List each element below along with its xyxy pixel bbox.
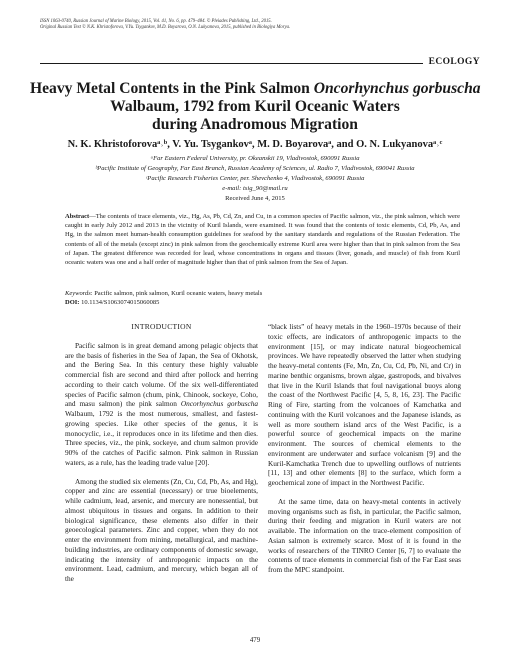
keywords-text: : Pacific salmon, pink salmon, Kuril oceanic waters, heavy metals: [90, 290, 263, 297]
abstract: [65, 212, 460, 267]
affiliation-a: ᵃFar Eastern Federal University, pr. Okeanskii 19, Vladivostok, 690091 Russia: [150, 155, 360, 162]
paragraph: Among the studied six elements (Zn, Cu, Cd, Pb, As, and Hg), copper and zinc are essential (necessary) or true bioelements, while cadmium, lead, arsenic, and mercury are nonessential, but almost ubiquitous in tissues and organs. In addition to their biological significance, these elements also differ in their geoecological parameters. Zinc and copper, when they do not enter the environment from mining, metallurgical, and machine-building industries, are ordinary components of domestic sewage, indicating the intensity of anthropogenic impacts on the environment. Lead, cadmium, and mercury, which began all of the: [65, 476, 258, 583]
doi: [65, 298, 460, 308]
paragraph: At the same time, data on heavy-metal contents in actively moving organisms such as fish, in particular, the Pacific salmon, during their feeding and migration in Kuril waters are not available. The information on the trace-element composition of Asian salmon is extremely scarce. Most of it is found in the works of researchers of the TINRO Center [6, 7] to evaluate the contents of trace elements in commercial fish of the Far East seas from the MPC standpoint.: [268, 496, 461, 574]
abstract-label: Abstract: [65, 213, 90, 220]
issn-line: ISSN 1063-0740, Russian Journal of Marine Biology, 2015, Vol. 41, No. 6, pp. 479–484. © Pleiades Publishing, Ltd., 2015.: [40, 19, 272, 24]
paragraph-text: Pacific salmon is in great demand among pelagic objects that are the basis of fisheries in the Sea of Japan, the Sea of Okhotsk, and the Bering Sea. In this century these highly valuable commercial fish are second and third after pollock and herring according to their catch volume. Of the six well-differentiated species of Pacific salmon (chum, pink, Chinook, sockeye, Coho, and masu salmon) the pink salmon: [65, 340, 258, 409]
doi-value: 10.1134/S1063074015060085: [79, 299, 160, 306]
body-column-left: [65, 322, 258, 584]
affiliation-b: ᵇPacific Institute of Geography, Far East Branch, Russian Academy of Sciences, ul. Radio 7, Vladivostok, 690041 Russia: [95, 165, 415, 172]
title-text: Heavy Metal Contents in the Pink Salmon: [30, 80, 314, 97]
paragraph: [65, 341, 258, 468]
title-line-3: during Anadromous Migration: [152, 116, 358, 133]
title-species: Oncorhynchus gorbuscha: [313, 80, 481, 97]
section-heading: INTRODUCTION: [131, 322, 192, 331]
title-line-2: Walbaum, 1792 from Kuril Oceanic Waters: [110, 98, 400, 115]
affiliations: [20, 154, 490, 204]
original-text-line: Original Russian Text © N.K. Khristoforova, V.Yu. Tsygankov, M.D. Boyarova, O.N. Lukyanova, 2015, published in Biologiya Morya.: [40, 25, 291, 31]
section-label: ECOLOGY: [423, 55, 480, 69]
species-name: Oncorhynchus gorbuscha: [180, 399, 258, 409]
title-line-1: [30, 80, 480, 98]
received-date: Received June 4, 2015: [225, 195, 285, 202]
doi-label: DOI:: [65, 299, 80, 306]
paragraph: “black lists” of heavy metals in the 1960–1970s because of their toxic effects, are indicators of anthropogenic impacts to the environment [15], or may indicate natural biogeochemical provinces. We have repeatedly observed the latter when studying the heavy-metal contents (Fe, Mn, Zn, Cu, Cd, Pb, Ni, and Cr) in marine benthic organisms, brown algae, gastropods, and bivalves that live in the Kuril Islands that foul navigational buoys along the coast of the Northwest Pacific [4, 5, 8, 16, 23]. The Pacific Ring of Fire, starting from the volcanoes of Kamchatka and continuing with the Kuril volcanoes and the Japanese islands, as well as more southern island arcs of the West Pacific, is a powerful source of geochemical impacts on the marine environment. The sources of chemical elements to the environment are underwater and surface volcanism [9] and the Kuril-Kamchatka Trench due to upwelling outflows of nutrients [11, 13] and other elements [8] to the surface, which form a geochemical zone of impact in the Northwest Pacific.: [268, 322, 461, 487]
abstract-text: —The contents of trace elements, viz., Hg, As, Pb, Cd, Zn, and Cu, in a common species of Pacific salmon, viz., the pink salmon, which were caught in early July 2012 and 2013 in the vicinity of Kuril Islands, were examined. It was found that the contents of toxic elements, Cd, Pb, As, and Hg, in the salmon meet human-health consumption guidelines for seafood by the sanitary standards and regulations of the Russian Federation. The contents of all of the metals (except zinc) in pink salmon from the geochemically extreme Kuril area were higher than that in pink salmon from the Sea of Japan. The greatest difference was recorded for lead, whose concentrations in organs and tissues (liver, gonads, and muscle) of fish from Kuril oceanic waters was one and a half order of magnitude higher than that of pink salmon from the Sea of Japan.: [65, 213, 460, 267]
body-column-right: [268, 322, 461, 575]
section-rule: [40, 63, 480, 64]
journal-header: [40, 19, 480, 31]
article-title: [30, 80, 480, 134]
keywords-label: Keywords: [65, 290, 91, 297]
paragraph-text: Walbaum, 1792 is the most numerous, smallest, and fastest-growing species. Like other species of the genus, it is monocyclic, i.e., it reproduces once in its lifetime and then dies. Three species, viz., the pink, sockeye, and chum salmon provide 90% of the catches of Pacific salmon. Pink salmon in Russian waters, as a rule, has the leading trade value [20].: [65, 409, 258, 467]
author-list: N. K. Khristoforovaᵃ˒ᵇ, V. Yu. Tsygankovᵃ, M. D. Boyarovaᵃ, and O. N. Lukyanovaᵃ˒ᶜ: [67, 139, 443, 150]
page-number: 479: [249, 637, 261, 644]
affiliation-c: ᶜPacific Research Fisheries Center, per. Shevchenko 4, Vladivostok, 690091 Russia: [145, 175, 365, 182]
section-band: [40, 55, 480, 69]
contact-email: e-mail: tsig_90@mail.ru: [222, 185, 288, 192]
